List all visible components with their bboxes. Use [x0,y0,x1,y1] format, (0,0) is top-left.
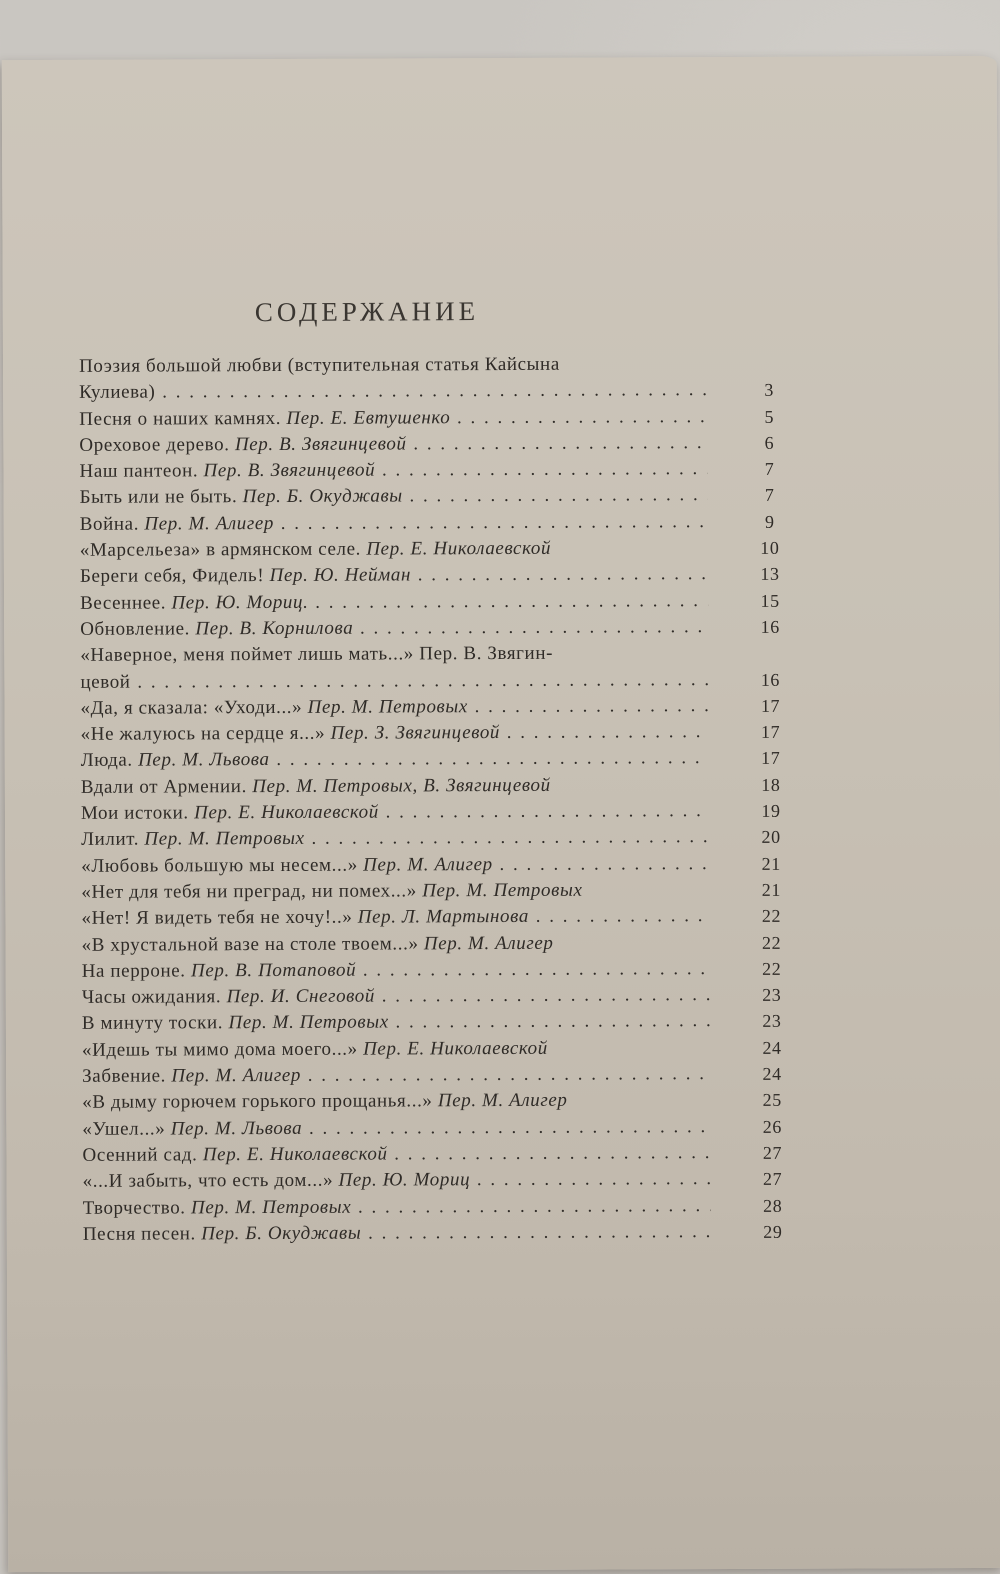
toc-entry-translator: Пер. Ю. Мориц. [171,591,309,614]
toc-entry-title: Ореховое дерево. [79,434,230,456]
toc-entry-text [83,1193,711,1222]
toc-entry-title: «Нет для тебя ни преград, ни помех...» [81,880,417,903]
toc-entry [79,351,809,407]
toc-entry-title: Береги себя, Фидель! [79,565,265,588]
toc-entry-text [82,930,710,959]
toc-entry-text [80,483,708,512]
toc-entry-title: На перроне. [81,960,186,982]
toc-entry-text [82,1035,710,1064]
toc-entry-translator: Пер. Е. Николаевской [202,1143,388,1166]
toc-entry [80,482,810,511]
toc-entry-translator: Пер. Б. Окуджавы [242,485,403,508]
toc-entry-title-line: Поэзия большой любви (вступительная статья Кайсына [78,353,560,377]
toc-entry [80,693,810,722]
toc-entry-translator: Пер. З. Звягинцевой [330,722,501,744]
toc-entry-page-number: 17 [760,695,781,716]
toc-entry-translator: Пер. М. Петровых [228,1011,389,1034]
toc-entry-title: «В хрустальной вазе на столе твоем...» [81,932,419,956]
toc-entry-page-number: 28 [763,1195,783,1216]
toc-entry-page-number: 22 [761,932,782,953]
toc-entry-page-number: 21 [761,879,781,900]
toc-entry-text [79,404,707,433]
toc-entry-title: Вдали от Армении. [80,775,247,798]
toc-entry-text [81,746,709,775]
toc-entry-translator: Пер. М. Львова [138,749,270,772]
page-title: СОДЕРЖАНИЕ [254,296,480,328]
toc-entry-text [82,1114,710,1143]
toc-entry-translator: Пер. В. Звягинцевой [203,459,376,482]
toc-entry-text [82,1061,710,1090]
toc-entry-page-number: 15 [760,590,780,611]
toc-entry-page-number: 23 [762,1011,782,1032]
toc-entry-translator: Пер. Ю. Мориц [338,1169,471,1191]
toc-entry [80,640,810,696]
toc-entry [80,587,810,616]
toc-entry-text [80,667,708,696]
toc-entry-title: цевой [80,671,131,693]
toc-entry-translator: Пер. М. Алигер [171,1064,302,1087]
toc-entry-text [79,430,707,459]
toc-entry-translator: Пер. Е. Николаевской [194,801,379,824]
toc-entry [80,508,810,537]
toc-entry-translator: Пер. М. Львова [170,1117,303,1140]
toc-entry-text [82,956,710,985]
toc-entry-title: Война. [79,513,140,535]
toc-entry [79,456,809,485]
toc-entry-title: Часы ожидания. [81,986,222,1008]
toc-entry-page-number: 17 [761,748,781,769]
toc-entry [82,982,812,1011]
toc-entry-title-line: «Наверное, меня поймет лишь мать...» Пер. В. Звягин- [80,643,554,667]
toc-entry [83,1192,813,1221]
toc-entry [82,1113,812,1142]
toc-entry-text [80,509,708,538]
toc-entry [82,1061,812,1090]
toc-entry-translator: Пер. Е. Евтушенко [286,406,451,429]
toc-entry-translator: Пер. В. Звягинцевой [234,433,407,456]
toc-entry-title: «...И забыть, что есть дом...» [82,1169,334,1193]
toc-entry [79,430,809,459]
toc-entry-page-number: 23 [762,984,782,1005]
toc-entry-text [81,719,709,748]
toc-entry-title: «Идешь ты мимо дома моего...» [81,1038,358,1061]
toc-entry [81,903,811,932]
toc-entry-page-number: 3 [764,380,774,401]
toc-entry-page-number: 16 [760,616,780,637]
toc-entry-text [80,561,708,590]
toc-entry-translator: Пер. М. Алигер [363,853,493,876]
toc-entry-title: «В дыму горючем горького прощанья...» [82,1090,433,1114]
toc-entry-text [79,377,707,406]
toc-entry [83,1218,813,1247]
toc-entry-translator: Пер. М. Петровых [144,828,305,850]
toc-entry [82,929,812,958]
toc-entry [81,877,811,906]
toc-entry-translator: Пер. М. Алигер [144,512,275,535]
toc-entry-translator: Пер. М. Алигер [423,932,554,954]
toc-entry-translator: Пер. М. Петровых, В. Звягинцевой [252,774,551,797]
toc-entry-title: «Да, я сказала: «Уходи...» [80,696,303,719]
toc-entry-translator: Пер. Е. Николаевской [366,537,552,560]
toc-entry-title: «Любовь большую мы несем...» [81,854,358,877]
toc-entry [81,824,811,853]
toc-entry [80,614,810,643]
toc-entry-text [80,693,708,722]
toc-entry-page-number: 25 [762,1090,782,1111]
toc-entry-page-number: 24 [762,1063,782,1084]
toc-entry [82,1034,812,1063]
toc-entry-page-number: 6 [764,432,775,453]
toc-entry-text [80,588,708,617]
toc-entry-text [80,614,708,643]
toc-entry-text [80,535,708,564]
toc-entry-translator: Пер. Ю. Нейман [269,564,412,587]
book-page [2,56,1000,1572]
toc-entry-text [81,824,709,853]
toc-entry-page-number: 7 [764,485,775,506]
table-of-contents [79,351,813,1248]
toc-entry-text [82,1140,710,1169]
toc-entry-translator: Пер. И. Снеговой [226,985,376,1008]
toc-entry [82,1140,812,1169]
toc-entry [81,771,811,800]
toc-entry [83,1166,813,1195]
toc-entry-text [82,1009,710,1038]
toc-entry [80,561,810,590]
toc-entry-translator: Пер. В. Потаповой [190,959,357,982]
toc-entry-page-number: 16 [760,669,781,690]
toc-entry-title: Весеннее. [80,592,167,614]
toc-entry-page-number: 17 [760,721,781,743]
toc-entry-title: «Марсельеза» в армянском селе. [79,538,361,561]
toc-entry-title: Песня о наших камнях. [79,407,282,430]
toc-entry-title: Кулиева) [79,381,156,404]
toc-entry-title: Наш пантеон. [79,460,199,483]
toc-entry-title: Быть или не быть. [79,486,238,509]
toc-entry-text [83,1166,711,1195]
toc-entry-page-number: 5 [764,406,775,427]
toc-entry-title: Песня песен. [82,1223,196,1245]
toc-entry-text [81,903,709,932]
toc-entry-title: Люда. [80,750,133,772]
toc-entry-page-number: 21 [761,853,781,874]
toc-entry-title: «Ушел...» [82,1118,166,1140]
toc-entry-page-number: 29 [763,1221,783,1242]
toc-entry-translator: Пер. Е. Николаевской [363,1037,548,1060]
toc-entry-page-number: 27 [762,1168,783,1190]
toc-entry-text [81,798,709,827]
toc-entry-text [82,1087,710,1116]
toc-entry-page-number: 10 [760,537,780,558]
toc-entry-title: Осенний сад. [82,1144,198,1166]
toc-entry-page-number: 26 [762,1116,783,1137]
toc-entry-page-number: 19 [761,800,781,821]
toc-entry-title: Мои истоки. [80,802,189,824]
toc-entry-text [79,456,707,485]
toc-entry-translator: Пер. Б. Окуджавы [201,1222,362,1245]
toc-entry-title: Забвение. [82,1065,167,1087]
toc-entry-title: В минуту тоски. [81,1012,224,1035]
toc-entry [81,850,811,879]
toc-entry-translator: Пер. М. Петровых [190,1196,352,1218]
toc-entry [79,403,809,432]
toc-entry [81,798,811,827]
toc-entry-text [81,877,709,906]
toc-entry-title: «Не жалуюсь на сердце я...» [80,722,326,745]
toc-entry-page-number: 13 [760,564,780,585]
toc-entry [81,719,811,748]
toc-entry-translator: Пер. М. Алигер [437,1090,568,1112]
toc-entry-title: Творчество. [82,1196,186,1219]
toc-entry-page-number: 20 [761,827,781,848]
toc-entry-page-number: 18 [761,774,781,795]
toc-entry-text [82,982,710,1011]
toc-entry-translator: Пер. М. Петровых [307,696,468,718]
toc-entry-title: Обновление. [80,618,191,640]
toc-entry [82,1008,812,1037]
toc-entry-text [83,1219,711,1248]
toc-entry-translator: Пер. Л. Мартынова [357,906,529,928]
toc-entry-page-number: 9 [764,511,775,532]
toc-entry-page-number: 7 [764,458,775,480]
toc-entry-page-number: 24 [762,1037,782,1058]
toc-entry-page-number: 22 [762,958,782,979]
toc-entry [82,955,812,984]
toc-entry-translator: Пер. В. Корнилова [195,617,354,640]
toc-entry-title: «Нет! Я видеть тебя не хочу!..» [81,906,353,930]
toc-entry-text [81,772,709,801]
toc-entry-page-number: 27 [762,1142,783,1163]
toc-entry [82,1087,812,1116]
toc-entry-title: Лилит. [81,828,140,851]
toc-entry [80,535,810,564]
toc-entry-text [81,851,709,880]
toc-entry-translator: Пер. М. Петровых [422,879,583,902]
toc-entry [81,745,811,774]
toc-entry-page-number: 22 [761,906,782,927]
